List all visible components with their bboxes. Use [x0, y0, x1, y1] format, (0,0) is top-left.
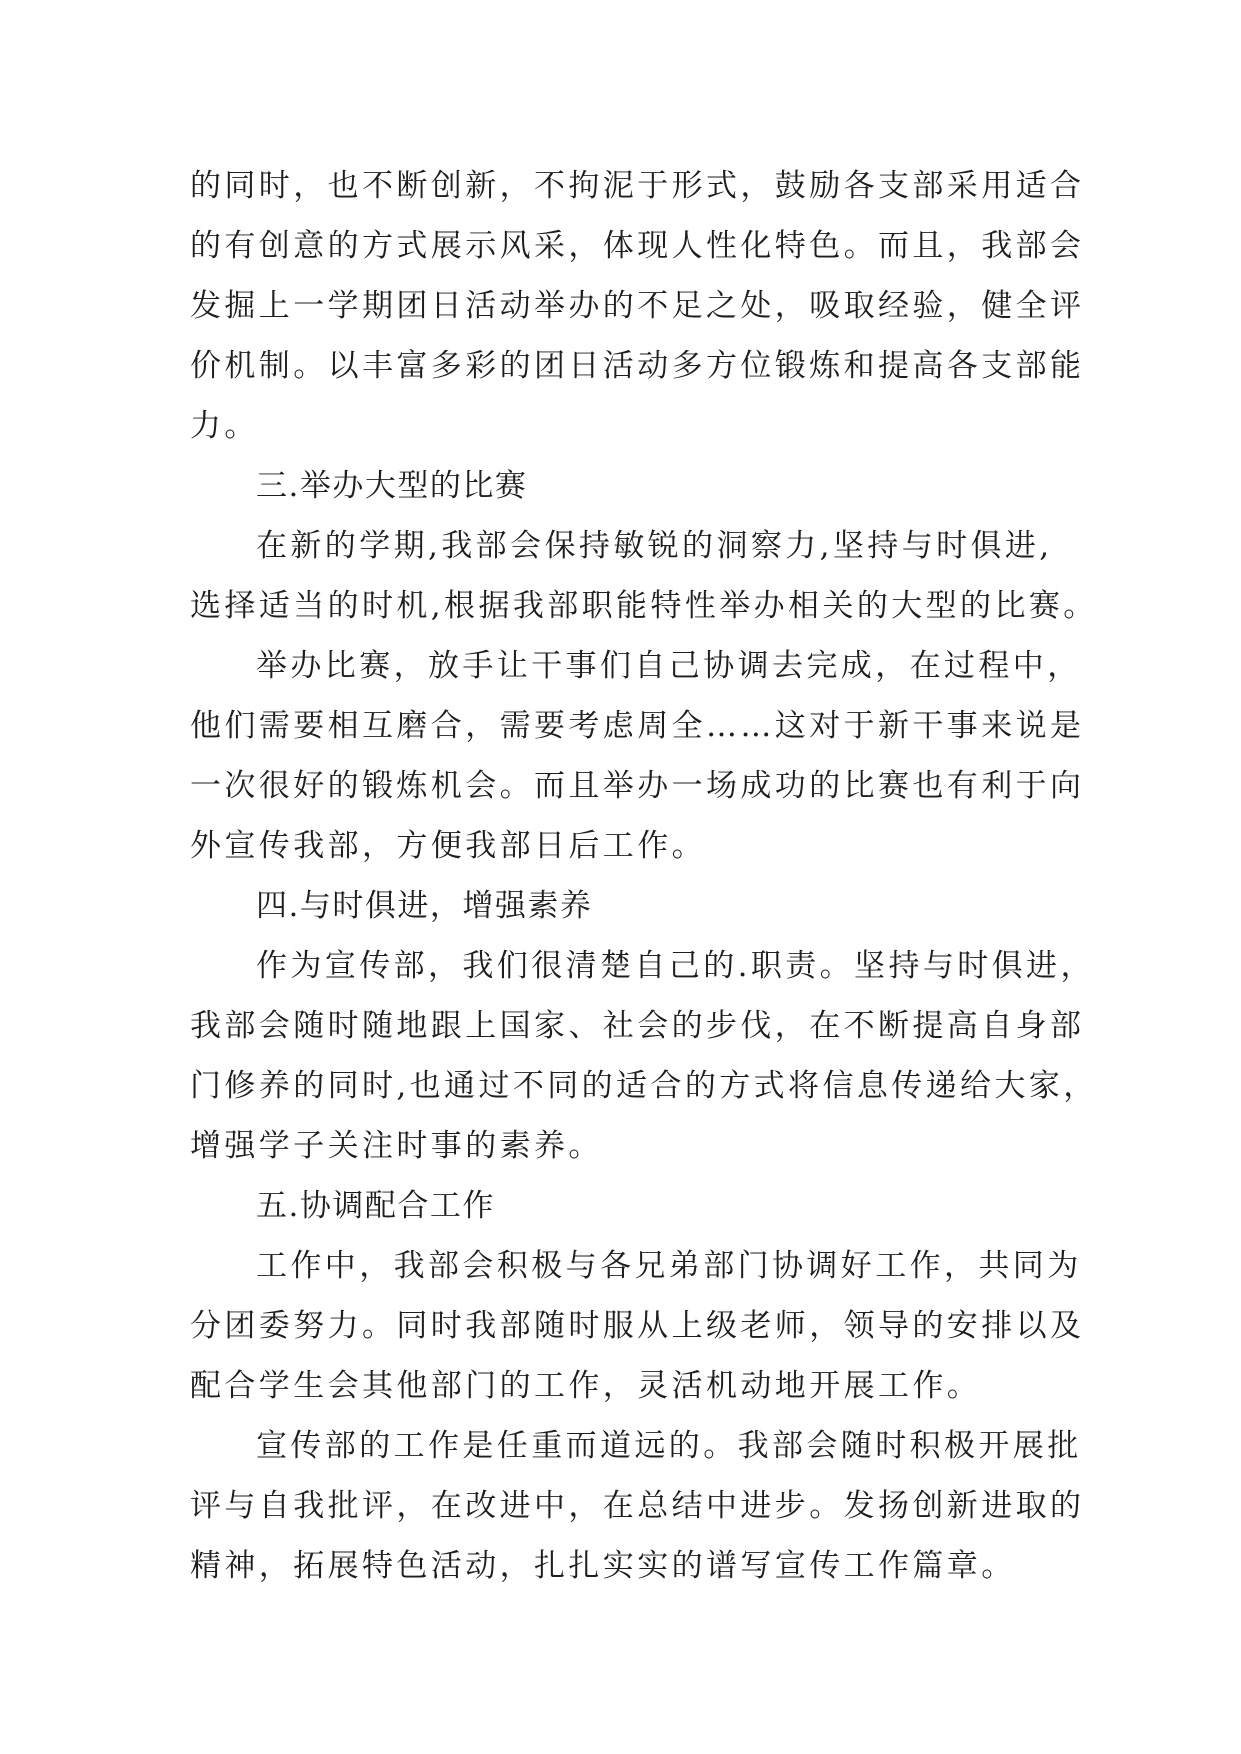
text-line: 配合学生会其他部门的工作，灵活机动地开展工作。	[190, 1368, 982, 1404]
section-heading: 五.协调配合工作	[256, 1188, 495, 1224]
text-line: 作为宣传部，我们很清楚自己的.职责。坚持与时俱进，	[256, 948, 1095, 984]
section-heading: 四.与时俱进，增强素养	[256, 888, 593, 924]
text-line: 价机制。以丰富多彩的团日活动多方位锻炼和提高各支部能	[190, 348, 1085, 384]
text-line: 一次很好的锻炼机会。而且举办一场成功的比赛也有利于向	[190, 768, 1085, 804]
text-line: 力。	[190, 408, 259, 444]
text-line: 我部会随时随地跟上国家、社会的步伐，在不断提高自身部	[190, 1008, 1085, 1044]
text-line: 举办比赛，放手让干事们自己协调去完成，在过程中，	[256, 648, 1082, 684]
text-line: 发掘上一学期团日活动举办的不足之处，吸取经验，健全评	[190, 288, 1085, 324]
text-line: 他们需要相互磨合，需要考虑周全……这对于新干事来说是	[190, 708, 1085, 744]
text-line: 分团委努力。同时我部随时服从上级老师，领导的安排以及	[190, 1308, 1085, 1344]
text-line: 选择适当的时机,根据我部职能特性举办相关的大型的比赛。	[190, 588, 1098, 624]
text-line: 评与自我批评，在改进中，在总结中进步。发扬创新进取的	[190, 1488, 1085, 1524]
text-line: 工作中，我部会积极与各兄弟部门协调好工作，共同为	[256, 1248, 1082, 1284]
text-line: 在新的学期,我部会保持敏锐的洞察力,坚持与时俱进,	[256, 528, 1053, 564]
text-line: 精神，拓展特色活动，扎扎实实的谱写宣传工作篇章。	[190, 1548, 1016, 1584]
text-line: 宣传部的工作是任重而道远的。我部会随时积极开展批	[256, 1428, 1082, 1464]
text-line: 的有创意的方式展示风采，体现人性化特色。而且，我部会	[190, 228, 1085, 264]
text-line: 增强学子关注时事的素养。	[190, 1128, 603, 1164]
section-heading: 三.举办大型的比赛	[256, 468, 528, 504]
text-line: 门修养的同时,也通过不同的适合的方式将信息传递给大家，	[190, 1068, 1098, 1104]
document-body	[190, 156, 1098, 1596]
text-line: 外宣传我部，方便我部日后工作。	[190, 828, 706, 864]
text-line: 的同时，也不断创新，不拘泥于形式，鼓励各支部采用适合	[190, 168, 1085, 204]
